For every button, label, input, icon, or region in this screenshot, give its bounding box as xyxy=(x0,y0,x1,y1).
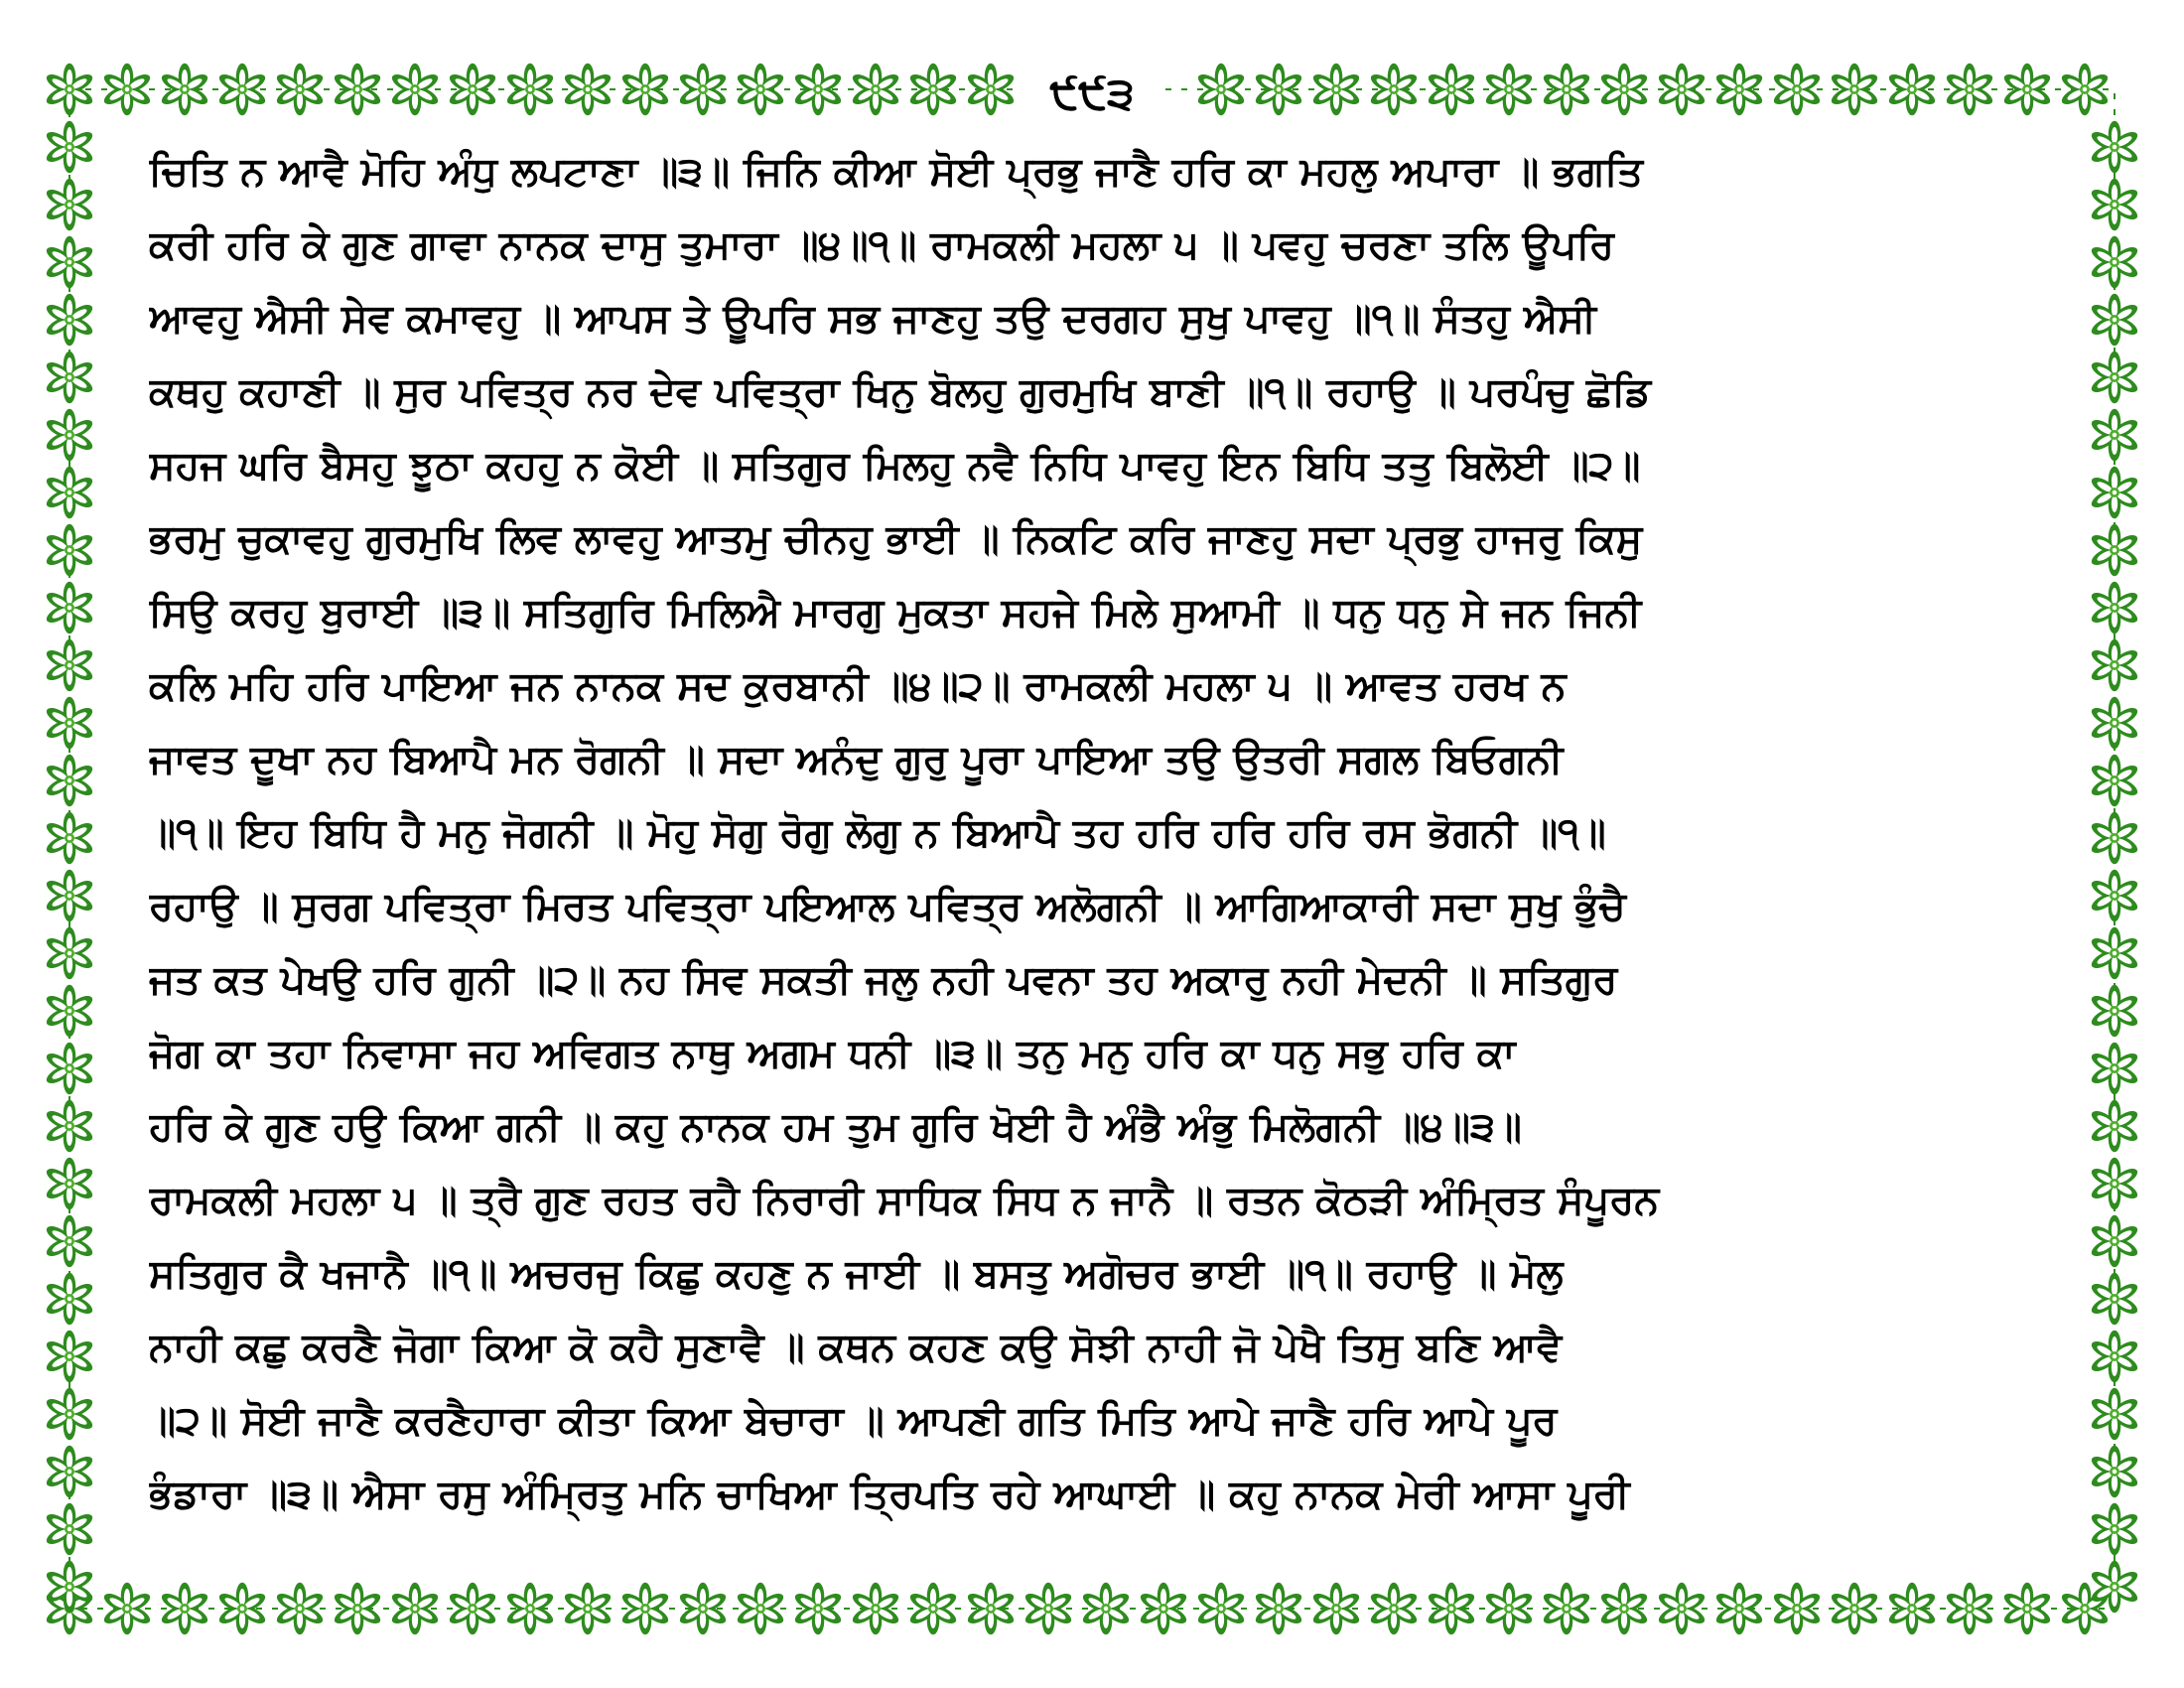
flower-icon xyxy=(447,1583,498,1635)
flower-icon xyxy=(44,1561,95,1614)
flower-icon xyxy=(44,352,95,404)
flower-icon xyxy=(1944,64,1995,116)
text-line: ਹਰਿ ਕੇ ਗੁਣ ਹਉ ਕਿਆ ਗਨੀ ॥ ਕਹੁ ਨਾਨਕ ਹਮ ਤੁਮ ਗੁਰਿ ਖੋਈ ਹੈ ਅੰਭੈ ਅੰਭੁ ਮਿਲੋਗਨੀ ॥੪॥੩॥ xyxy=(149,1104,1522,1150)
text-line: ਕਥਹੁ ਕਹਾਣੀ ॥ ਸੁਰ ਪਵਿਤ੍ਰ ਨਰ ਦੇਵ ਪਵਿਤ੍ਰਾ ਖਿਨੁ ਬੋਲਹੁ ਗੁਰਮੁਖਿ ਬਾਣੀ ॥੧॥ ਰਹਾਉ ॥ ਪਰਪੰਚੁ ਛੋਡਿ xyxy=(149,369,1652,415)
flower-icon xyxy=(44,1215,95,1268)
flower-icon xyxy=(1771,64,1823,116)
flower-icon xyxy=(2089,1503,2140,1556)
flower-icon xyxy=(44,1043,95,1095)
flower-icon xyxy=(735,1583,786,1635)
text-line: ਜੋਗ ਕਾ ਤਹਾ ਨਿਵਾਸਾ ਜਹ ਅਵਿਗਤ ਨਾਥੁ ਅਗਮ ਧਨੀ ॥੩॥ ਤਨੁ ਮਨੁ ਹਰਿ ਕਾ ਧਨੁ ਸਭੁ ਹਰਿ ਕਾ xyxy=(149,1031,1516,1076)
flower-icon xyxy=(44,927,95,980)
text-line: ਜਾਵਤ ਦੂਖਾ ਨਹ ਬਿਆਪੈ ਮਨ ਰੋਗਨੀ ॥ ਸਦਾ ਅਨੰਦੁ ਗੁਰੁ ਪੂਰਾ ਪਾਇਆ ਤਉ ਉਤਰੀ ਸਗਲ ਬਿਓਗਨੀ xyxy=(149,737,1564,782)
page-number: ੯੯੩ xyxy=(1023,60,1161,129)
flower-icon xyxy=(44,1273,95,1326)
flower-icon xyxy=(1656,1583,1707,1635)
text-line: ਭੰਡਾਰਾ ॥੩॥ ਐਸਾ ਰਸੁ ਅੰਮ੍ਰਿਤੁ ਮਨਿ ਚਾਖਿਆ ਤ੍ਰਿਪਤਿ ਰਹੇ ਆਘਾਈ ॥ ਕਹੁ ਨਾਨਕ ਮੇਰੀ ਆਸਾ ਪੂਰੀ xyxy=(149,1472,1630,1517)
text-line: ਜਤ ਕਤ ਪੇਖਉ ਹਰਿ ਗੁਨੀ ॥੨॥ ਨਹ ਸਿਵ ਸਕਤੀ ਜਲੁ ਨਹੀ ਪਵਨਾ ਤਹ ਅਕਾਰੁ ਨਹੀ ਮੇਦਨੀ ॥ ਸਤਿਗੁਰ xyxy=(149,957,1618,1003)
flower-icon xyxy=(44,1158,95,1210)
flower-icon xyxy=(2089,524,2140,577)
flower-icon xyxy=(562,64,614,116)
text-line: ॥੧॥ ਇਹ ਬਿਧਿ ਹੈ ਮਨੁ ਜੋਗਨੀ ॥ ਮੋਹੁ ਸੋਗੁ ਰੋਗੁ ਲੋਗੁ ਨ ਬਿਆਪੈ ਤਹ ਹਰਿ ਹਰਿ ਹਰਿ ਰਸ ਭੋਗਨੀ ॥੧॥ xyxy=(149,810,1606,856)
text-line: ਆਵਹੁ ਐਸੀ ਸੇਵ ਕਮਾਵਹੁ ॥ ਆਪਸ ਤੇ ਊਪਰਿ ਸਭ ਜਾਣਹੁ ਤਉ ਦਰਗਹ ਸੁਖੁ ਪਾਵਹੁ ॥੧॥ ਸੰਤਹੁ ਐਸੀ xyxy=(149,296,1596,342)
text-line: ਚਿਤਿ ਨ ਆਵੈ ਮੋਹਿ ਅੰਧੁ ਲਪਟਾਣਾ ॥੩॥ ਜਿਨਿ ਕੀਆ ਸੋਈ ਪ੍ਰਭੁ ਜਾਣੈ ਹਰਿ ਕਾ ਮਹਲੁ ਅਪਾਰਾ ॥ ਭਗਤਿ xyxy=(149,149,1643,195)
text-line: ਸਹਜ ਘਰਿ ਬੈਸਹੁ ਝੂਠਾ ਕਹਹੁ ਨ ਕੋਈ ॥ ਸਤਿਗੁਰ ਮਿਲਹੁ ਨਵੈ ਨਿਧਿ ਪਾਵਹੁ ਇਨ ਬਿਧਿ ਤਤੁ ਬਿਲੋਈ ॥੨॥ xyxy=(149,443,1641,489)
flower-icon xyxy=(44,236,95,289)
flower-icon xyxy=(1368,1583,1420,1635)
text-line: ॥੨॥ ਸੋਈ ਜਾਣੈ ਕਰਣੈਹਾਰਾ ਕੀਤਾ ਕਿਆ ਬੇਚਾਰਾ ॥ ਆਪਣੀ ਗਤਿ ਮਿਤਿ ਆਪੇ ਜਾਣੈ ਹਰਿ ਆਪੇ ਪੂਰ xyxy=(149,1398,1558,1444)
flower-icon xyxy=(44,1446,95,1498)
flower-icon xyxy=(44,697,95,750)
flower-icon xyxy=(44,1503,95,1556)
flower-icon xyxy=(2089,927,2140,980)
flower-icon xyxy=(44,409,95,462)
flower-icon xyxy=(2089,697,2140,750)
flower-icon xyxy=(2089,236,2140,289)
flower-icon xyxy=(1310,64,1362,116)
flower-icon xyxy=(274,1583,326,1635)
flower-icon xyxy=(44,812,95,865)
flower-icon xyxy=(44,524,95,577)
text-line: ਰਹਾਉ ॥ ਸੁਰਗ ਪਵਿਤ੍ਰਾ ਮਿਰਤ ਪਵਿਤ੍ਰਾ ਪਇਆਲ ਪਵਿਤ੍ਰ ਅਲੋਗਨੀ ॥ ਆਗਿਆਕਾਰੀ ਸਦਾ ਸੁਖੁ ਭੁੰਚੈ xyxy=(149,884,1626,929)
scripture-text-block xyxy=(149,139,2055,1549)
flower-icon xyxy=(2089,121,2140,174)
flower-icon xyxy=(850,64,901,116)
flower-icon xyxy=(44,121,95,174)
flower-icon xyxy=(2089,1388,2140,1441)
flower-icon xyxy=(2089,1215,2140,1268)
flower-icon xyxy=(389,64,441,116)
text-line: ਭਰਮੁ ਚੁਕਾਵਹੁ ਗੁਰਮੁਖਿ ਲਿਵ ਲਾਵਹੁ ਆਤਮੁ ਚੀਨਹੁ ਭਾਈ ॥ ਨਿਕਟਿ ਕਰਿ ਜਾਣਹੁ ਸਦਾ ਪ੍ਰਭੁ ਹਾਜਰੁ ਕਿਸੁ xyxy=(149,516,1643,562)
flower-icon xyxy=(44,639,95,692)
text-line: ਨਾਹੀ ਕਛੁ ਕਰਣੈ ਜੋਗਾ ਕਿਆ ਕੋ ਕਹੈ ਸੁਣਾਵੈ ॥ ਕਥਨ ਕਹਣ ਕਉ ਸੋਝੀ ਨਾਹੀ ਜੋ ਪੇਖੈ ਤਿਸੁ ਬਣਿ ਆਵੈ xyxy=(149,1325,1563,1370)
flower-icon xyxy=(2089,409,2140,462)
flower-icon xyxy=(44,1388,95,1441)
flower-icon xyxy=(44,870,95,922)
flower-icon xyxy=(1829,1583,1880,1635)
flower-icon xyxy=(2089,639,2140,692)
flower-icon xyxy=(2089,1273,2140,1326)
flower-icon xyxy=(2089,1446,2140,1498)
flower-icon xyxy=(1483,64,1535,116)
flower-icon xyxy=(44,582,95,634)
text-line: ਸਤਿਗੁਰ ਕੈ ਖਜਾਨੈ ॥੧॥ ਅਚਰਜੁ ਕਿਛੁ ਕਹਣੁ ਨ ਜਾਈ ॥ ਬਸਤੁ ਅਗੋਚਰ ਭਾਈ ॥੧॥ ਰਹਾਉ ॥ ਮੋਲੁ xyxy=(149,1251,1564,1297)
flower-icon xyxy=(2089,870,2140,922)
flower-icon xyxy=(2089,467,2140,519)
flower-icon xyxy=(44,294,95,347)
flower-icon xyxy=(2089,179,2140,231)
flower-icon xyxy=(2089,1100,2140,1153)
flower-icon xyxy=(44,467,95,519)
flower-icon xyxy=(2089,985,2140,1038)
flower-icon xyxy=(44,1331,95,1383)
flower-icon xyxy=(2089,352,2140,404)
flower-icon xyxy=(2089,1158,2140,1210)
flower-icon xyxy=(44,179,95,231)
text-line: ਰਾਮਕਲੀ ਮਹਲਾ ੫ ॥ ਤ੍ਰੈ ਗੁਣ ਰਹਤ ਰਹੈ ਨਿਰਾਰੀ ਸਾਧਿਕ ਸਿਧ ਨ ਜਾਨੈ ॥ ਰਤਨ ਕੋਠੜੀ ਅੰਮ੍ਰਿਤ ਸੰਪੂਰਨ xyxy=(149,1178,1660,1223)
flower-icon xyxy=(2089,755,2140,807)
flower-icon xyxy=(2089,1331,2140,1383)
flower-icon xyxy=(2089,1043,2140,1095)
text-line: ਕਰੀ ਹਰਿ ਕੇ ਗੁਣ ਗਾਵਾ ਨਾਨਕ ਦਾਸੁ ਤੁਮਾਰਾ ॥੪॥੧॥ ਰਾਮਕਲੀ ਮਹਲਾ ੫ ॥ ਪਵਹੁ ਚਰਣਾ ਤਲਿ ਊਪਰਿ xyxy=(149,222,1614,268)
flower-icon xyxy=(101,64,153,116)
flower-icon xyxy=(2089,582,2140,634)
flower-icon xyxy=(907,1583,959,1635)
flower-icon xyxy=(44,1100,95,1153)
flower-icon xyxy=(44,755,95,807)
flower-icon xyxy=(44,985,95,1038)
text-line: ਸਿਉ ਕਰਹੁ ਬੁਰਾਈ ॥੩॥ ਸਤਿਗੁਰਿ ਮਿਲਿਐ ਮਾਰਗੁ ਮੁਕਤਾ ਸਹਜੇ ਮਿਲੇ ਸੁਆਮੀ ॥ ਧਨੁ ਧਨੁ ਸੇ ਜਨ ਜਿਨੀ xyxy=(149,590,1642,635)
flower-icon xyxy=(2089,294,2140,347)
flower-icon xyxy=(2089,812,2140,865)
flower-icon xyxy=(1195,1583,1247,1635)
text-line: ਕਲਿ ਮਹਿ ਹਰਿ ਪਾਇਆ ਜਨ ਨਾਨਕ ਸਦ ਕੁਰਬਾਨੀ ॥੪॥੨॥ ਰਾਮਕਲੀ ਮਹਲਾ ੫ ॥ ਆਵਤ ਹਰਖ ਨ xyxy=(149,663,1567,709)
